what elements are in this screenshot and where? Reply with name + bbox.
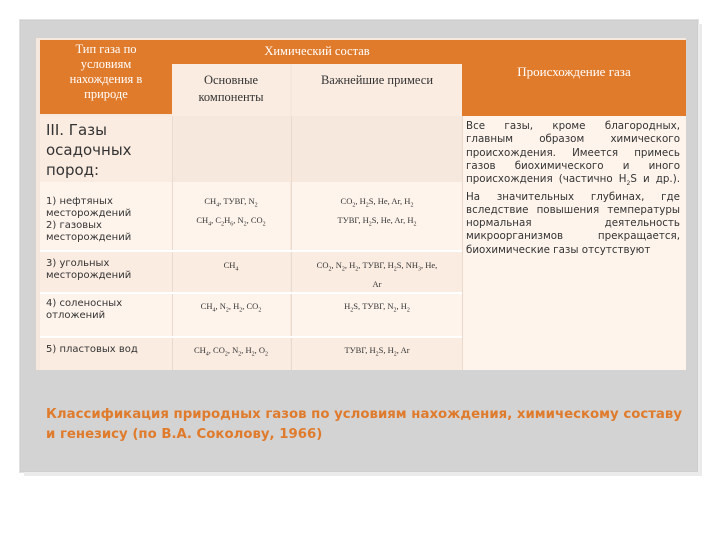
row-1-type — [40, 182, 172, 250]
row-4-impurities-line-1: ТУВГ, $H_2S$, $H_2$, Ar — [344, 345, 410, 358]
header-chem-composition-text: Химический состав — [264, 44, 370, 58]
header-origin — [462, 40, 686, 116]
row-4-impurities — [292, 338, 462, 370]
section-title-text: III. Газы осадочных пород: — [46, 121, 132, 179]
row-2-type-text: 3) угольных месторождений — [46, 258, 132, 281]
row-2-impurities-line-1: $CO_2$, $N_2$, $H_2$, ТУВГ, $H_2S$, $NH_3$, He, Ar — [316, 260, 438, 289]
divider-h-3 — [40, 336, 462, 338]
caption-text: Классификация природных газов по условиям нахождения, химическому составу и генезису (по В.А. Соколову, 1966) — [46, 407, 682, 442]
row-2-components — [172, 252, 290, 292]
divider-h-2 — [40, 292, 462, 294]
row-1-impurities — [292, 182, 462, 250]
divider-v-1 — [172, 116, 173, 370]
subheader-main-impurities-text: Важнейшие примеси — [320, 73, 434, 87]
row-3-type-text: 4) соленосных отложений — [46, 298, 123, 321]
row-3-components — [172, 294, 290, 336]
row-2-type — [40, 252, 172, 292]
row-3-impurities — [292, 294, 462, 336]
divider-v-2 — [291, 116, 292, 370]
row-2-impurities — [292, 252, 462, 292]
subheader-main-impurities — [292, 64, 462, 116]
subheader-main-components — [172, 64, 290, 116]
row-3-type — [40, 294, 172, 336]
row-1-impurities-line-2: ТУВГ, $H_2S$, He, Ar, $H_2$ — [337, 214, 417, 228]
row-1-impurities-line-1: $CO_2$, $H_2S$, He, Ar, $H_2$ — [340, 196, 414, 209]
header-origin-text: Происхождение газа — [517, 64, 631, 79]
row-4-type-text: 5) пластовых вод — [46, 344, 138, 355]
caption — [46, 405, 686, 445]
origin-text: Все газы, кроме благородных, главным образом химического происхождения. Имеется примесь газов биохимического и иного происхождения (частично $H_2S$ и др.). На значительных глубинах, где вследствие повышения температуры нормальная деятельность микроорганизмов прекращается, биохимические газы отсутствуют — [466, 120, 680, 256]
row-2-components-line-1: $CH_4$ — [223, 260, 239, 273]
divider-v-3 — [462, 116, 463, 370]
header-chem-composition — [172, 40, 462, 64]
header-gas-type-text: Тип газа по условиям нахождения в природе — [69, 42, 143, 101]
divider-h-1 — [40, 250, 462, 252]
section-title — [40, 116, 172, 182]
row-3-components-line-1: $CH_4$, $N_2$, $H_2$, $CO_2$ — [200, 301, 262, 314]
row-4-type — [40, 338, 172, 370]
row-1-components-line-1: $CH_4$, ТУВГ, $N_2$ — [204, 196, 258, 209]
row-1-type-text: 1) нефтяных месторождений 2) газовых месторождений — [46, 196, 132, 243]
row-4-components — [172, 338, 290, 370]
subheader-main-components-text: Основные компоненты — [198, 73, 264, 104]
row-4-components-line-1: $CH_4$, $CO_2$, $N_2$, $H_2$, $O_2$ — [193, 345, 269, 358]
row-1-components-line-2: $CH_4$, $C_2H_6$, $N_2$, $CO_2$ — [196, 214, 266, 228]
header-gas-type — [40, 40, 172, 114]
row-3-impurities-line-1: $H_2S$, ТУВГ, $N_2$, $H_2$ — [344, 301, 410, 314]
row-1-components — [172, 182, 290, 250]
